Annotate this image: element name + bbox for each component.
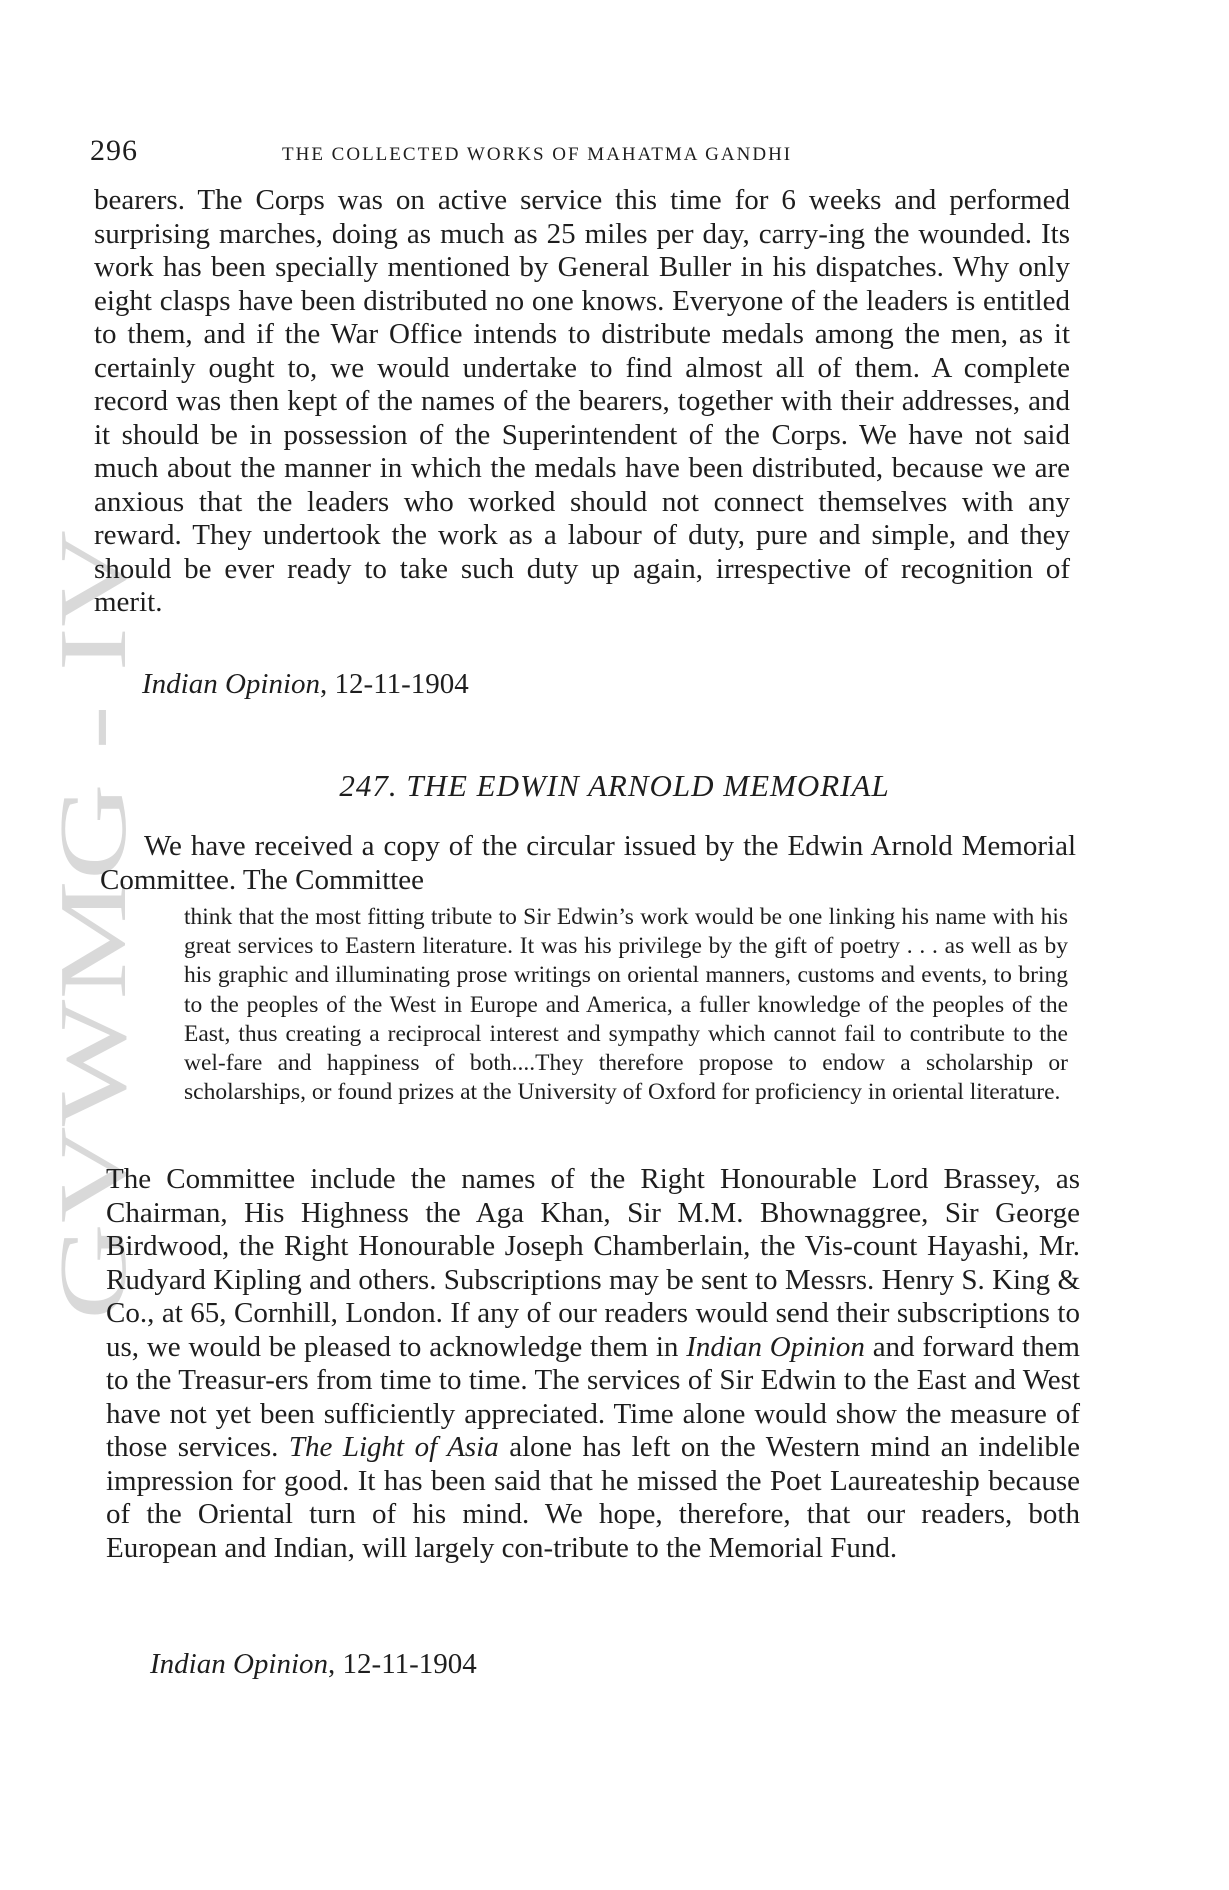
continuation-paragraph: bearers. The Corps was on active service this time for 6 weeks and performed surprising marches, doing as much as 25 miles per day, carry-ing the wounded. Its work has been specially mentioned by General Buller in his dispatches. Why only eight clasps have been distributed no one knows. Everyone of the leaders is entitled to them, and if the War Office intends to distribute medals among the men, as it certainly ought to, we would undertake to find almost all of them. A complete record was then kept of the names of the bearers, together with their addresses, and it should be in possession of the Superintendent of the Corps. We have not said much about the manner in which the medals have been distributed, because we are anxious that the leaders who worked should not connect themselves with any reward. They undertook the work as a labour of duty, pure and simple, and they should be ever ready to take such duty up again, irrespective of recognition of merit. (94, 184, 1070, 618)
body-italic-book-title: The Light of Asia (288, 1431, 499, 1463)
running-title: THE COLLECTED WORKS OF MAHATMA GANDHI (282, 144, 793, 165)
source-title: Indian Opinion (150, 1648, 329, 1680)
article-intro: We have received a copy of the circular issued by the Edwin Arnold Memorial Committee. The Committee (100, 830, 1076, 896)
body-text: alone has left on the Western mind an indelible impression for good. It has been said that he missed the Poet Laureateship because of the Oriental turn of his mind. We hope, therefore, that our readers, both European and Indian, will largely con-tribute to the Memorial Fund. (106, 1431, 1080, 1564)
body-text: The Committee include the names of the Right Honourable Lord Brassey, as Chairman, His Highness the Aga Khan, Sir M.M. Bhownaggree, Sir George Birdwood, the Right Honourable Joseph Chamberlain, the Vis-count Hayashi, Mr. Rudyard Kipling and others. Subscriptions may be sent to Messrs. Henry S. King & Co., at 65, Cornhill, London. If any of our readers would send their subscriptions to us, we would be pleased to acknowledge them in (106, 1163, 1080, 1363)
source-date: , 12-11-1904 (320, 668, 469, 700)
source-title: Indian Opinion (142, 668, 321, 700)
page-number: 296 (90, 134, 138, 167)
article-heading: 247. THE EDWIN ARNOLD MEMORIAL (339, 768, 890, 803)
article-body (106, 1163, 1080, 1565)
source-citation (142, 668, 469, 701)
watermark-text: GVWMG - IV (39, 754, 146, 1320)
source-date: , 12-11-1904 (328, 1648, 477, 1680)
body-italic-newspaper: Indian Opinion (686, 1330, 865, 1363)
body-text: and forward them to the Treasur-ers from time to time. The services of Sir Edwin to the East and West have not yet been sufficiently appreciated. Time alone would show the measure of those services. (106, 1330, 1080, 1463)
running-head (90, 134, 1090, 174)
source-citation (150, 1648, 477, 1681)
block-quote: think that the most fitting tribute to Sir Edwin’s work would be one linking his name with his great services to Eastern literature. It was his privilege by the gift of poetry . . . as well as by his graphic and illuminating prose writings on oriental manners, customs and events, to bring to the peoples of the West in Europe and America, a fuller knowledge of the peoples of the East, thus creating a reciprocal interest and sympathy which cannot fail to contribute to the wel-fare and happiness of both....They therefore propose to endow a scholarship or scholarships, or found prizes at the University of Oxford for proficiency in oriental literature. (184, 904, 1068, 1106)
